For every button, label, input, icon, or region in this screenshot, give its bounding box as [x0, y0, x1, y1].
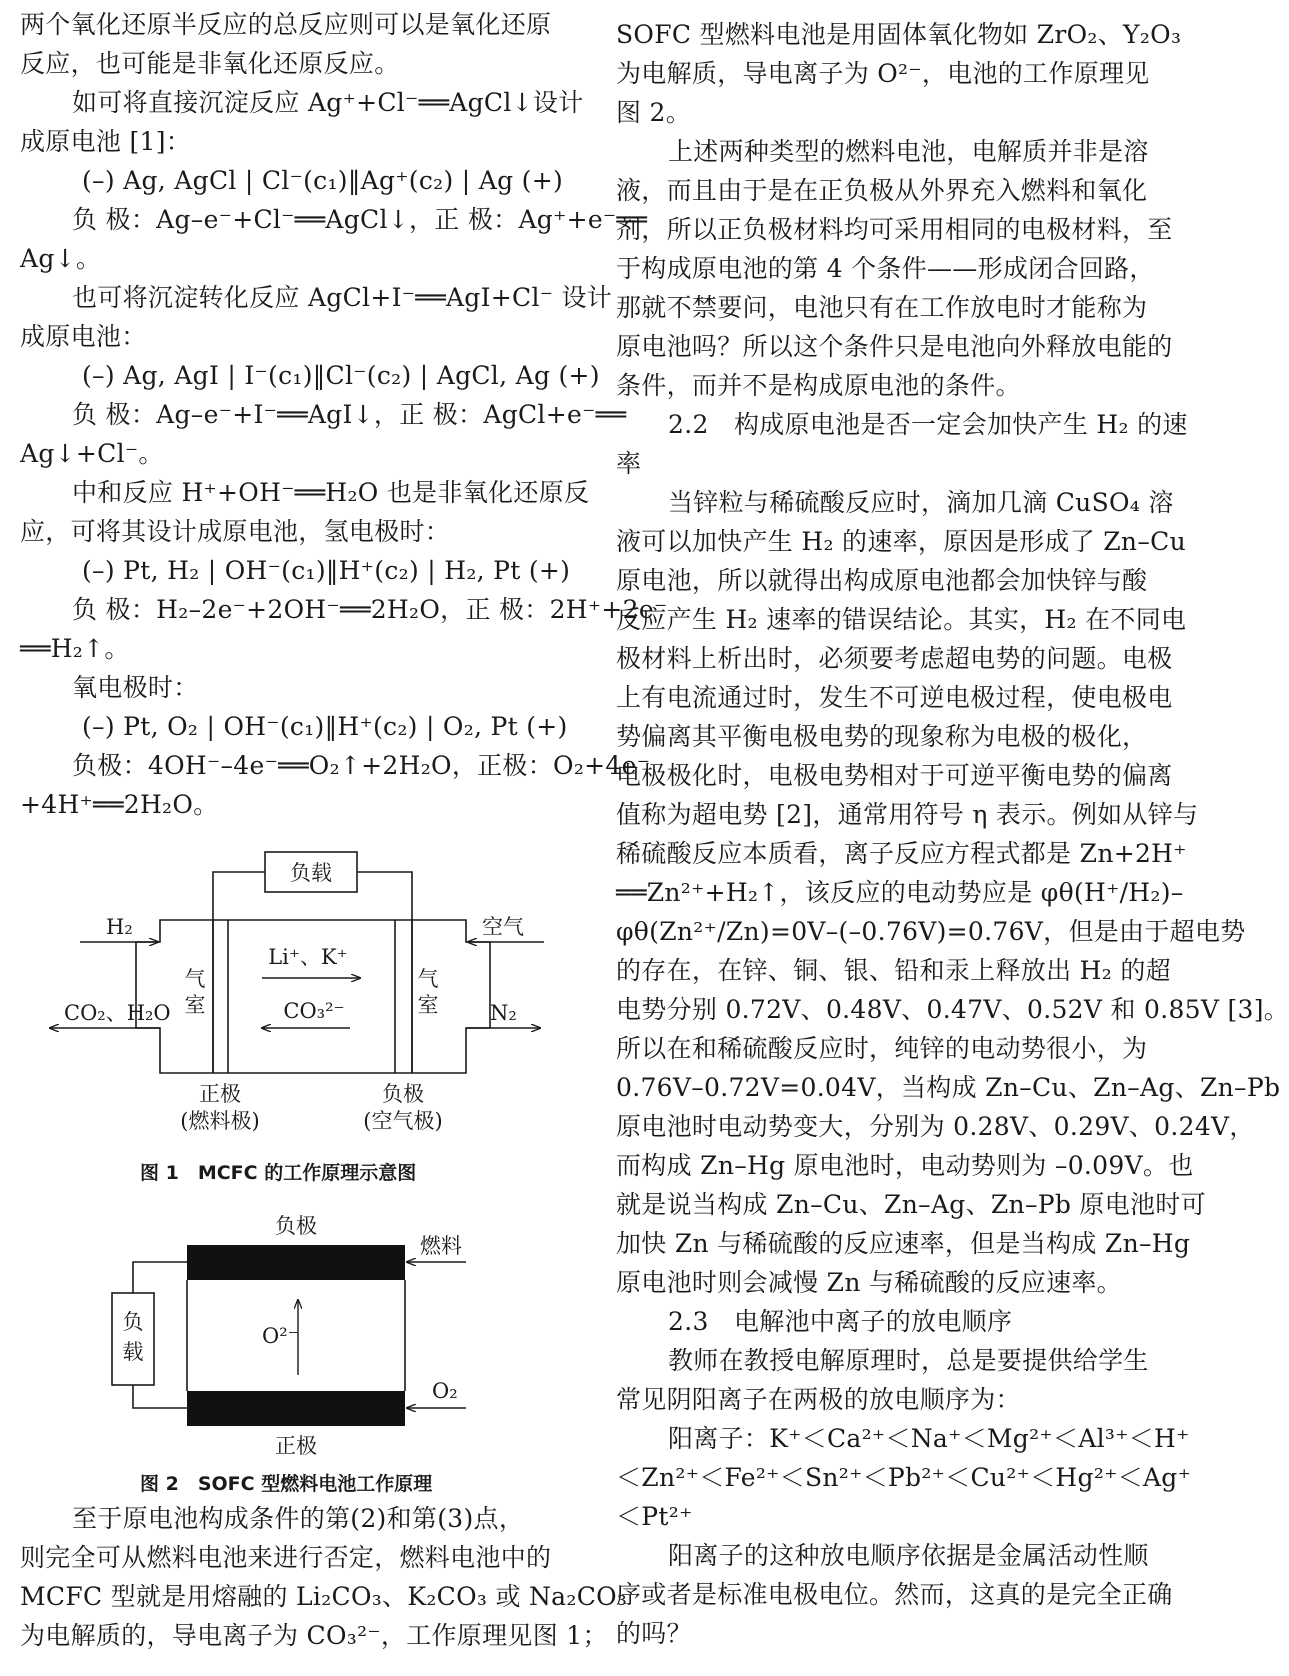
text-line: φθ(Zn²⁺/Zn)=0V–(–0.76V)=0.76V，但是由于超电势: [616, 917, 1246, 946]
wire-left: [213, 872, 265, 1073]
text-line: 负 极：H₂–2e⁻+2OH⁻══2H₂O，正 极：2H⁺+2e⁻: [72, 595, 668, 624]
wire-top: [133, 1262, 187, 1293]
ion-order-line: ＜Pt²⁺: [616, 1502, 693, 1531]
cathode-label: 负极: [382, 1082, 424, 1106]
sofc-diagram: [0, 1205, 600, 1465]
text-line: 那就不禁要问，电池只有在工作放电时才能称为: [616, 293, 1148, 322]
text-line: 也可将沉淀转化反应 AgCl+I⁻══AgI+Cl⁻ 设计: [72, 283, 613, 312]
text-line: Ag↓。: [20, 244, 102, 273]
text-line: 常见阴阳离子在两极的放电顺序为：: [616, 1385, 1021, 1414]
text-line: 反应，也可能是非氧化还原反应。: [20, 49, 400, 78]
text-line: 为电解质的，导电离子为 CO₃²⁻，工作原理见图 1；: [20, 1621, 608, 1650]
text-line: +4H⁺══2H₂O。: [20, 790, 219, 819]
section-heading: 2.2 构成原电池是否一定会加快产生 H₂ 的速: [668, 410, 1188, 439]
text-line: 0.76V–0.72V=0.04V，当构成 Zn–Cu、Zn–Ag、Zn–Pb: [616, 1073, 1281, 1102]
text-line: 如可将直接沉淀反应 Ag⁺+Cl⁻══AgCl↓设计: [72, 88, 584, 117]
h2-label: H₂: [106, 915, 133, 939]
text-line: 条件，而并不是构成原电池的条件。: [616, 371, 1021, 400]
text-line: 当锌粒与稀硫酸反应时，滴加几滴 CuSO₄ 溶: [668, 488, 1174, 517]
text-line: 电极极化时，电极电势相对于可逆平衡电势的偏离: [616, 761, 1173, 790]
text-line: 成原电池 [1]：: [20, 127, 192, 156]
text-line: 应，可将其设计成原电池，氢电极时：: [20, 517, 451, 546]
text-line: ══H₂↑。: [20, 634, 130, 663]
ion-order-line: ＜Zn²⁺＜Fe²⁺＜Sn²⁺＜Pb²⁺＜Cu²⁺＜Hg²⁺＜Ag⁺: [616, 1463, 1192, 1492]
text-line: 反应产生 H₂ 速率的错误结论。其实，H₂ 在不同电: [616, 605, 1187, 634]
text-line: 教师在教授电解原理时，总是要提供给学生: [668, 1346, 1149, 1375]
text-line: 剂，所以正负极材料均可采用相同的电极材料，至: [616, 215, 1173, 244]
text-line: 阳离子的这种放电顺序依据是金属活动性顺: [668, 1541, 1149, 1570]
figure2-caption: 图 2 SOFC 型燃料电池工作原理: [140, 1473, 433, 1495]
anode-sub-label: (燃料极): [180, 1109, 260, 1133]
load-label: 载: [122, 1340, 144, 1364]
wire-right: [357, 872, 412, 1073]
text-line: 所以在和稀硫酸反应时，纯锌的电动势很小，为: [616, 1034, 1148, 1063]
chamber-left-label: 室: [184, 993, 206, 1017]
section-heading: 率: [616, 449, 642, 478]
text-line: 的吗？: [616, 1619, 692, 1648]
text-line: 负 极：Ag–e⁻+Cl⁻══AgCl↓，正 极：Ag⁺+e⁻══: [72, 205, 648, 234]
text-line: 上述两种类型的燃料电池，电解质并非是溶: [668, 137, 1149, 166]
text-line: SOFC 型燃料电池是用固体氧化物如 ZrO₂、Y₂O₃: [616, 20, 1182, 49]
text-line: 稀硫酸反应本质看，离子反应方程式都是 Zn+2H⁺: [616, 839, 1187, 868]
chamber-right-label: 气: [417, 967, 439, 991]
mcfc-diagram: [0, 840, 600, 1160]
text-line: 氧电极时：: [72, 673, 199, 702]
carbonate-label: CO₃²⁻: [283, 999, 345, 1023]
ion-order-line: 阳离子：K⁺＜Ca²⁺＜Na⁺＜Mg²⁺＜Al³⁺＜H⁺: [668, 1424, 1190, 1453]
text-line: 液可以加快产生 H₂ 的速率，原因是形成了 Zn–Cu: [616, 527, 1186, 556]
fuel-label: 燃料: [420, 1234, 462, 1258]
text-line: 于构成原电池的第 4 个条件——形成闭合回路，: [616, 254, 1155, 283]
text-line: 则完全可从燃料电池来进行否定，燃料电池中的: [20, 1543, 552, 1572]
oxide-ion-label: O²⁻: [262, 1324, 299, 1348]
text-line: 原电池，所以就得出构成原电池都会加快锌与酸: [616, 566, 1148, 595]
text-line: 至于原电池构成条件的第(2)和第(3)点，: [72, 1504, 525, 1533]
text-line: 为电解质，导电离子为 O²⁻，电池的工作原理见: [616, 59, 1150, 88]
anode-plate: [187, 1245, 405, 1280]
o2-label: O₂: [432, 1379, 458, 1403]
chamber-right-label: 室: [417, 993, 439, 1017]
text-line: 电势分别 0.72V、0.48V、0.47V、0.52V 和 0.85V [3]。: [616, 995, 1289, 1024]
text-line: 值称为超电势 [2]，通常用符号 η 表示。例如从锌与: [616, 800, 1199, 829]
load-box: [112, 1293, 154, 1385]
text-line: 极材料上析出时，必须要考虑超电势的问题。电极: [616, 644, 1173, 673]
cation-label: Li⁺、K⁺: [268, 945, 348, 969]
text-line: 的存在，在锌、铜、银、铅和汞上释放出 H₂ 的超: [616, 956, 1171, 985]
co2-h2o-label: CO₂、H₂O: [64, 1001, 171, 1025]
cathode-sub-label: (空气极): [363, 1109, 443, 1133]
equation-line: (–) Pt, H₂ | OH⁻(c₁)‖H⁺(c₂) | H₂, Pt (+): [82, 556, 571, 585]
text-line: 原电池吗？所以这个条件只是电池向外释放电能的: [616, 332, 1173, 361]
text-line: 成原电池：: [20, 322, 147, 351]
text-line: 两个氧化还原半反应的总反应则可以是氧化还原: [20, 10, 552, 39]
text-line: 液，而且由于是在正负极从外界充入燃料和氧化: [616, 176, 1148, 205]
text-line: ══Zn²⁺+H₂↑，该反应的电动势应是 φθ(H⁺/H₂)–: [616, 878, 1184, 907]
text-line: Ag↓+Cl⁻。: [20, 439, 164, 468]
text-line: 中和反应 H⁺+OH⁻══H₂O 也是非氧化还原反: [72, 478, 590, 507]
text-line: 图 2。: [616, 98, 692, 127]
text-line: MCFC 型就是用熔融的 Li₂CO₃、K₂CO₃ 或 Na₂CO₃: [20, 1582, 628, 1611]
text-line: 原电池时则会减慢 Zn 与稀硫酸的反应速率。: [616, 1268, 1122, 1297]
figure1-caption: 图 1 MCFC 的工作原理示意图: [140, 1162, 417, 1184]
text-line: 负极：4OH⁻–4e⁻══O₂↑+2H₂O，正极：O₂+4e⁻: [72, 751, 651, 780]
text-line: 原电池时电动势变大，分别为 0.28V、0.29V、0.24V，: [616, 1112, 1255, 1141]
equation-line: (–) Pt, O₂ | OH⁻(c₁)‖H⁺(c₂) | O₂, Pt (+): [82, 712, 568, 741]
equation-line: (–) Ag, AgI | I⁻(c₁)‖Cl⁻(c₂) | AgCl, Ag (+): [82, 361, 600, 390]
text-line: 就是说当构成 Zn–Cu、Zn–Ag、Zn–Pb 原电池时可: [616, 1190, 1206, 1219]
text-line: 势偏离其平衡电极电势的现象称为电极的极化，: [616, 722, 1148, 751]
text-line: 负 极：Ag–e⁻+I⁻══AgI↓，正 极：AgCl+e⁻══: [72, 400, 627, 429]
cathode-plate: [187, 1391, 405, 1426]
text-line: 而构成 Zn–Hg 原电池时，电动势则为 –0.09V。也: [616, 1151, 1194, 1180]
section-heading: 2.3 电解池中离子的放电顺序: [668, 1307, 1013, 1336]
chamber-left-label: 气: [184, 967, 206, 991]
load-label: 负载: [290, 861, 332, 885]
air-label: 空气: [482, 915, 524, 939]
negative-label: 负极: [275, 1214, 317, 1238]
text-line: 序或者是标准电极电位。然而，这真的是完全正确: [616, 1580, 1173, 1609]
equation-line: (–) Ag, AgCl | Cl⁻(c₁)‖Ag⁺(c₂) | Ag (+): [82, 166, 564, 195]
text-line: 上有电流通过时，发生不可逆电极过程，使电极电: [616, 683, 1173, 712]
positive-label: 正极: [275, 1434, 317, 1458]
wire-bottom: [133, 1385, 187, 1408]
anode-label: 正极: [199, 1082, 241, 1106]
load-label: 负: [122, 1310, 144, 1334]
text-line: 加快 Zn 与稀硫酸的反应速率，但是当构成 Zn–Hg: [616, 1229, 1191, 1258]
n2-label: N₂: [490, 1001, 517, 1025]
